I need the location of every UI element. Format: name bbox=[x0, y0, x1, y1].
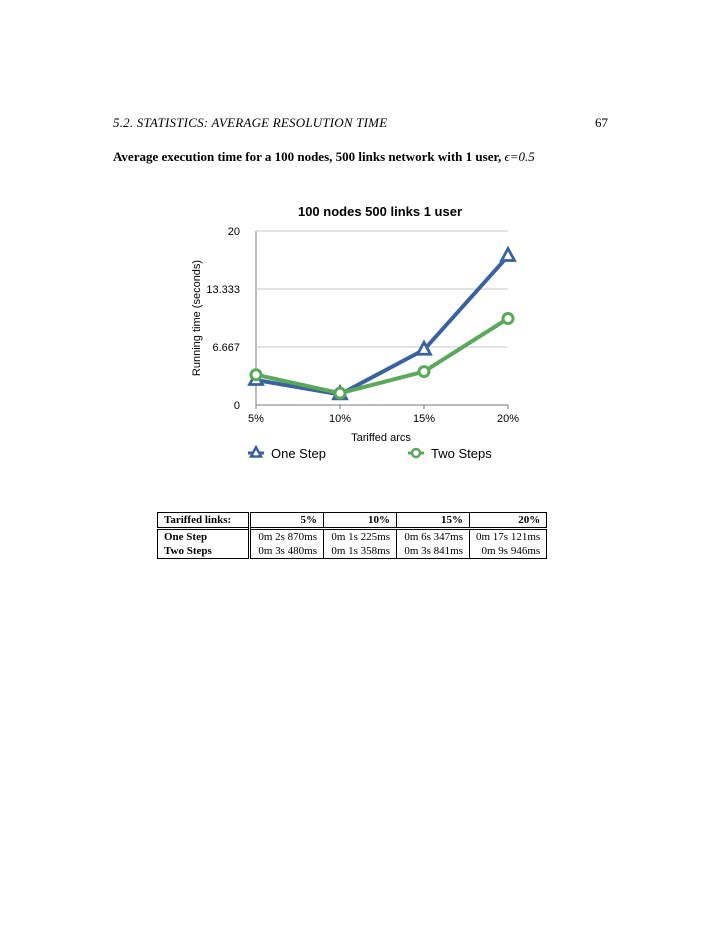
page-number: 67 bbox=[595, 115, 608, 130]
y-tick-label: 0 bbox=[233, 400, 240, 412]
y-axis-label: Running time (seconds) bbox=[191, 259, 203, 377]
x-axis-label: Tariffed arcs bbox=[351, 432, 411, 444]
y-tick-label: 20 bbox=[227, 226, 240, 238]
table-cell: 0m 6s 347ms bbox=[397, 529, 470, 545]
y-tick-label: 13.333 bbox=[206, 284, 240, 297]
row-label: One Step bbox=[158, 529, 250, 545]
legend bbox=[248, 446, 492, 461]
table-header-label: Tariffed links: bbox=[158, 513, 250, 529]
table-col-header: 15% bbox=[397, 513, 470, 529]
table-col-header: 20% bbox=[470, 513, 547, 529]
x-tick-label: 15% bbox=[412, 413, 436, 425]
series-line bbox=[256, 256, 508, 394]
caption-epsilon: ϵ=0.5 bbox=[504, 149, 535, 164]
row-label: Two Steps bbox=[158, 544, 250, 559]
data-point-circle bbox=[251, 370, 261, 380]
table-cell: 0m 3s 841ms bbox=[397, 544, 470, 559]
table-col-header: 10% bbox=[324, 513, 397, 529]
x-tick-label: 20% bbox=[496, 413, 520, 425]
x-tick-label: 5% bbox=[248, 413, 264, 425]
table-col-header: 5% bbox=[250, 513, 324, 529]
x-tick-labels bbox=[248, 413, 519, 425]
data-point-circle bbox=[503, 313, 513, 323]
table-cell: 0m 9s 946ms bbox=[470, 544, 547, 559]
legend-triangle-icon bbox=[251, 447, 261, 456]
x-tick-label: 10% bbox=[328, 413, 352, 425]
legend-label: One Step bbox=[271, 446, 326, 461]
data-point-triangle bbox=[502, 249, 515, 261]
results-table bbox=[157, 512, 547, 559]
table-cell: 0m 1s 358ms bbox=[324, 544, 397, 559]
section-title: 5.2. STATISTICS: AVERAGE RESOLUTION TIME bbox=[113, 115, 388, 130]
chart-title: 100 nodes 500 links 1 user bbox=[297, 204, 463, 219]
table-row bbox=[158, 529, 547, 545]
y-tick-labels bbox=[206, 226, 240, 412]
legend-label: Two Steps bbox=[431, 446, 492, 461]
legend-circle-icon bbox=[412, 449, 420, 457]
data-point-circle bbox=[419, 367, 429, 377]
table-row bbox=[158, 544, 547, 559]
table-cell: 0m 1s 225ms bbox=[324, 529, 397, 545]
series-line bbox=[256, 318, 508, 393]
table-cell: 0m 17s 121ms bbox=[470, 529, 547, 545]
table-header-row bbox=[158, 513, 547, 529]
series-layer bbox=[250, 249, 515, 399]
data-point-circle bbox=[335, 388, 345, 398]
table-cell: 0m 2s 870ms bbox=[250, 529, 324, 545]
y-tick-label: 6.667 bbox=[212, 341, 240, 354]
table-cell: 0m 3s 480ms bbox=[250, 544, 324, 559]
caption-text: Average execution time for a 100 nodes, 500 links network with 1 user, bbox=[113, 149, 505, 164]
